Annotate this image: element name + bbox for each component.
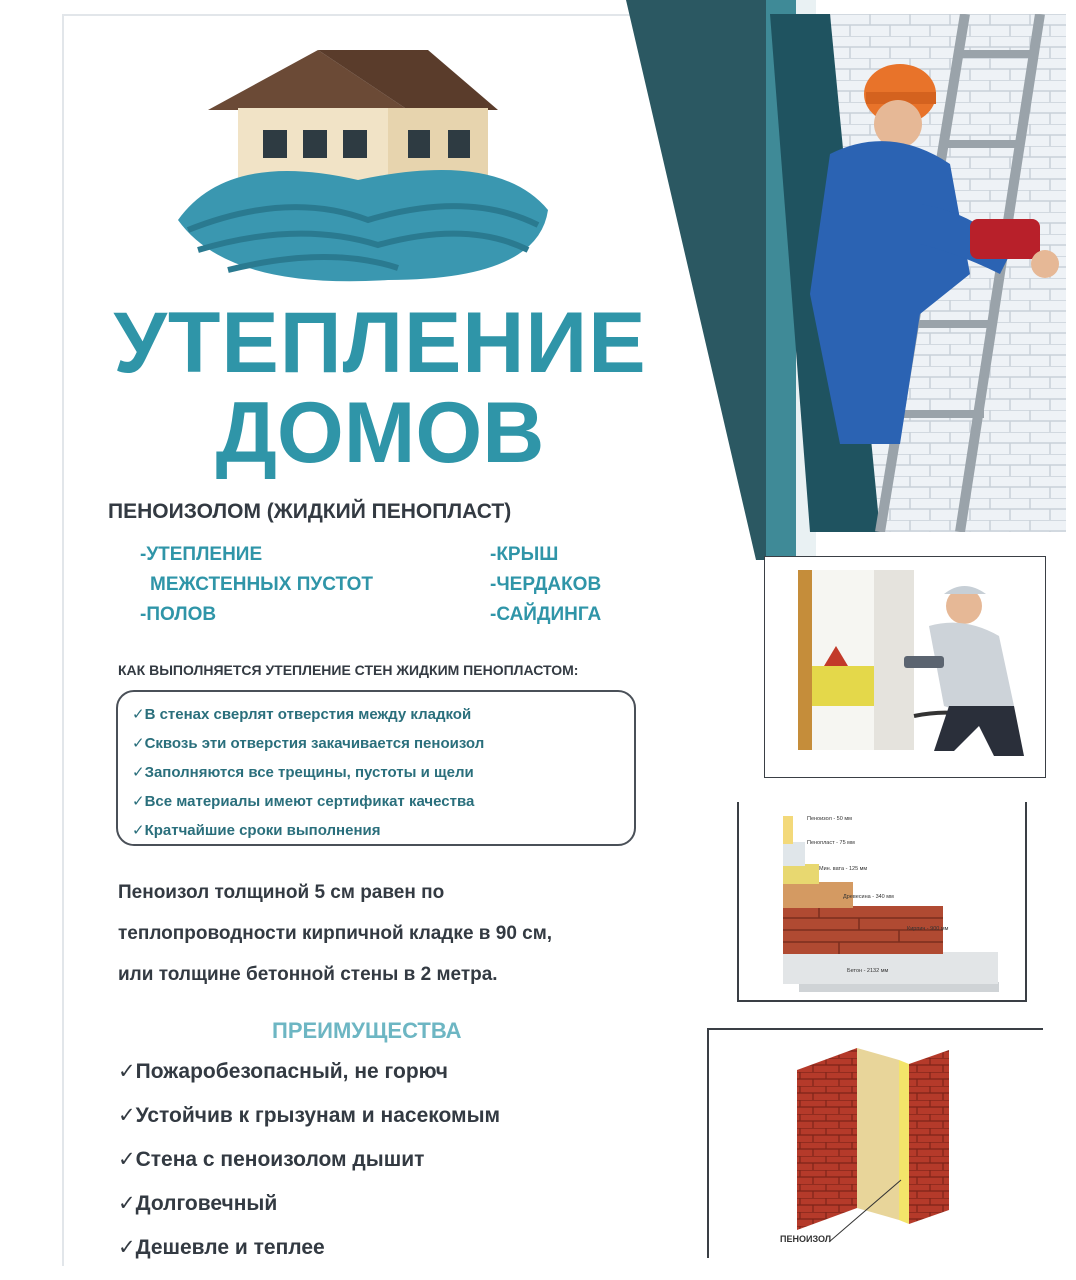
note-line: теплопроводности кирпичной кладке в 90 см,	[118, 923, 553, 944]
uses-list-right	[490, 540, 601, 630]
worker-injecting-photo	[764, 556, 1046, 778]
how-heading: КАК ВЫПОЛНЯЕТСЯ УТЕПЛЕНИЕ СТЕН ЖИДКИМ ПЕНОПЛАСТОМ:	[118, 662, 579, 678]
how-step: ✓Кратчайшие сроки выполнения	[132, 822, 381, 839]
diagram-label-penoplast: Пенопласт - 75 мм	[807, 840, 855, 846]
worker-ladder-photo	[770, 14, 1066, 532]
wall-section-illustration	[707, 1028, 1043, 1258]
thermal-equivalence-diagram	[737, 802, 1027, 1002]
note-line: Пеноизол толщиной 5 см равен по	[118, 882, 445, 903]
uses-list-left	[140, 540, 373, 630]
advantages-list	[118, 1050, 500, 1270]
diagram-label-brick: Кирпич - 900 мм	[907, 926, 949, 932]
subtitle: ПЕНОИЗОЛОМ (ЖИДКИЙ ПЕНОПЛАСТ)	[108, 500, 512, 523]
advantage-item: ✓Пожаробезопасный, не горюч	[118, 1060, 449, 1083]
use-item: -ЧЕРДАКОВ	[490, 574, 602, 595]
how-step: ✓В стенах сверлят отверстия между кладкой	[132, 706, 472, 723]
how-step: ✓Все материалы имеют сертификат качества	[132, 793, 475, 810]
diagram-label-penoizol: Пеноизол - 50 мм	[807, 816, 852, 822]
diagram-label-wood: Древесина - 340 мм	[843, 894, 894, 900]
diagram-label-minvata: Мин. вата - 125 мм	[819, 866, 868, 872]
advantage-item: ✓Устойчив к грызунам и насекомым	[118, 1104, 501, 1127]
advantage-item: ✓Долговечный	[118, 1192, 278, 1215]
use-item: -УТЕПЛЕНИЕ	[140, 544, 263, 565]
how-step: ✓Сквозь эти отверстия закачивается пеноизол	[132, 735, 485, 752]
equivalence-note	[118, 872, 738, 995]
how-steps-box	[116, 690, 636, 846]
advantage-item: ✓Стена с пеноизолом дышит	[118, 1148, 425, 1171]
house-in-scarf-illustration	[168, 30, 558, 300]
use-item: -САЙДИНГА	[490, 604, 602, 625]
use-item: -КРЫШ	[490, 544, 559, 565]
use-item: -ПОЛОВ	[140, 604, 217, 625]
title-line-1: УТЕПЛЕНИЕ	[113, 295, 647, 391]
use-item: МЕЖСТЕННЫХ ПУСТОТ	[150, 574, 373, 595]
title-line-2: ДОМОВ	[215, 385, 545, 481]
diagram-label-concrete: Бетон - 2132 мм	[847, 968, 889, 974]
advantage-item: ✓Дешевле и теплее	[118, 1236, 325, 1259]
wall-label: ПЕНОИЗОЛ	[780, 1234, 832, 1244]
advantages-heading: ПРЕИМУЩЕСТВА	[272, 1018, 462, 1043]
how-step: ✓Заполняются все трещины, пустоты и щели	[132, 764, 474, 781]
note-line: или толщине бетонной стены в 2 метра.	[118, 964, 498, 985]
